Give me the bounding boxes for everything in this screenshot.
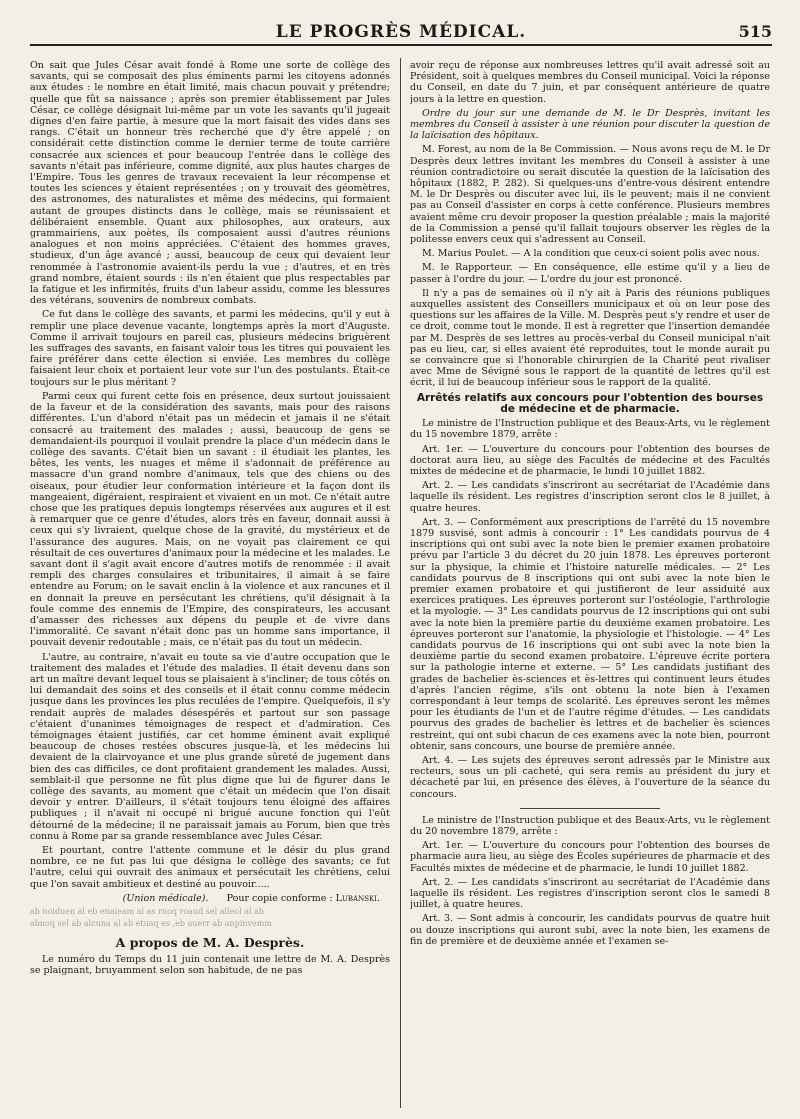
signature-line — [30, 893, 380, 904]
bleed-through-text: abnoq sel ab alcuna al ab etuaq es ,eb auerr ab anpinvemm — [30, 919, 272, 929]
paragraph: M. Marius Poulet. — A la condition que ceux-ci soient polis avec nous. — [422, 248, 760, 260]
source-citation: (Union médicale). — [122, 892, 209, 904]
left-column — [30, 60, 390, 1110]
paragraph: L'autre, au contraire, n'avait eu toute sa vie d'autre occupation que le traitement des malades et l'étude des maladies. Il était devenu dans son art un maître devant lequel tous se plaisaient à s'incliner; de tous côtés on lui demandait des soins et des conseils et il était connu comme médecin jusque dans les provinces les plus reculées de l'empire. Quelquefois, il s'y rendait auprès de malades désespérés et partout sur son passage c'étaient d'unanimes témoignages de respect et d'admiration. Ces témoignages étaient justifiés, car cet homme éminent avait expliqué beaucoup de choses restées obscures jusque-là, et les médecins lui devaient de la clairvoyance et une plus grande sûreté de jugement dans bien des cas difficiles, ce dont profitaient grandement les malades. Aussi, semblait-il que personne ne fût plus digne que lui de figurer dans le collège des savants, au moment que c'était un médecin que l'on disait devoir y entrer. D'ailleurs, il s'était toujours tenu éloigné des affaires publiques ; il n'avait ni occupé ni brigué aucune fonction qui l'eût détourné de la médecine; il ne paraissait jamais au Forum, bien que très connu à Rome par sa grande ressemblance avec Jules César. — [30, 651, 390, 842]
paragraph: On sait que Jules César avait fondé à Rome une sorte de collège des savants, qui se composait des plus éminents parmi les citoyens adonnés aux études : le nombre en était limité, mais chacun pouvait y prétendre; quelle que fût sa naissance ; après son premier établissement par Jules César, ce collège désignait lui-même par un vote les savants qu'il jugeait dignes d'en faire partie, à mesure que la mort faisait des vides dans ses rangs. C'était un honneur très recherché que d'y être appelé ; on considérait cette distinction comme le dernier terme de toute carrière consacrée aux sciences et pour beaucoup l'entrée dans le collège des savants n'était pas inférieure, comme dignité, aux plus hautes charges de l'Empire. Tous les genres de travaux recevaient la leur récompense et toutes les sciences y étaient représentées ; on y trouvait des géomètres, des astronomes, des naturalistes et même des médecins, qui formaient autant de groupes distincts dans le collège, mais se réunissaient et délibéraient ensemble. Quant aux philosophes, aux orateurs, aux grammairiens, aux poètes, ils composaient aussi d'autres réunions analogues et non moins appréciées. C'étaient des hommes graves, studieux, d'un âge avancé ; aussi, beaucoup de ceux qui devaient leur renommée à l'astronomie avaient-ils perdu la vue ; d'autres, et en très grand nombre, étaient sourds : ils n'en étaient que plus respectables par la fatigue et les infirmités, fruits d'un labeur assidu, comme les blessures des vétérans, souvenirs de nombreux combats. — [30, 60, 390, 307]
column-divider — [400, 58, 401, 1108]
section-title: A propos de M. A. Desprès. — [115, 935, 305, 951]
agenda-heading: Ordre du jour sur une demande de M. le Dr Desprès, invitant les membres du Conseil à assister à une réunion pour discuter la question de la laïcisation des hôpitaux. — [410, 107, 770, 142]
article: Art. 1er. — L'ouverture du concours pour l'obtention des bourses de pharmacie aura lieu, au siège des Écoles supérieures de pharmacie et des Facultés mixtes de médecine et de pharmacie, le lundi 10 juillet 1882. — [410, 840, 770, 874]
paragraph: M. Forest, au nom de la 8e Commission. — Nous avons reçu de M. le Dr Desprès deux lettres invitant les membres du Conseil à assister à une réunion contradictoire ou serait discutée la question de la laïcisation des hôpitaux (1882, P. 282). Si quelques-uns d'entre-vous désirent entendre M. le Dr Desprès ou discuter avec lui, ils le peuvent; mais il ne convient pas au Conseil d'assister en corps à cette conférence. Plusieurs membres avaient même cru devoir proposer la question préalable ; mais la majorité de la Commission a pensé qu'il fallait toujours observer les règles de la politesse envers ceux qui s'adressent au Conseil. — [410, 144, 770, 246]
paragraph: Le ministre de l'Instruction publique et des Beaux-Arts, vu le règlement du 20 novembre 1879, arrête : — [410, 814, 770, 837]
paragraph: Le numéro du Temps du 11 juin contenait une lettre de M. A. Desprès se plaignant, bruyamment selon son habitude, de ne pas — [30, 954, 390, 977]
paragraph: Ce fut dans le collège des savants, et parmi les médecins, qu'il y eut à remplir une place devenue vacante, longtemps après la mort d'Auguste. Comme il arrivait toujours en pareil cas, plusieurs médecins briguèrent les suffrages des savants, en faisant valoir tous les titres qui pouvaient les faire préférer dans cette élection si enviée. Les membres du collège faisaient leur choix et portaient leur vote sur l'un des postulants. Était-ce toujours sur le plus méritant ? — [30, 309, 390, 388]
page-header — [30, 0, 772, 46]
paragraph: Il n'y a pas de semaines où il n'y ait à Paris des réunions publiques auxquelles assistent des Conseillers municipaux et où on leur pose des questions sur les affaires de la Ville. M. Desprès peut s'y rendre et user de ce droit, comme tout le monde. Il est à regretter que l'insertion demandée par M. Desprès de ses lettres au procès-verbal du Conseil municipal n'ait pas eu lieu, car, si elles avaient été reproduites, tout le monde aurait pu se convaincre que si l'honorable chirurgien de la Charité peut rivaliser avec Mme de Sévigné sous le rapport de la quantité de lettres qu'il est écrit, il lui de beaucoup inférieur sous le rapport de la qualité. — [410, 287, 770, 389]
paragraph: Et pourtant, contre l'attente commune et le désir du plus grand nombre, ce ne fut pas lui que désigna le collège des savants; ce fut l'autre, celui qui ouvrait des animaux et persécutait les chrétiens, celui que l'on savait ambitieux et destiné au pouvoir..... — [30, 845, 390, 890]
article: Art. 1er. — L'ouverture du concours pour l'obtention des bourses de doctorat aura lieu, au siège des Facultés de médecine et des Facultés mixtes de médecine et de pharmacie, le lundi 10 juillet 1882. — [410, 443, 770, 477]
paragraph: avoir reçu de réponse aux nombreuses lettres qu'il avait adressé soit au Président, soit à quelques membres du Conseil municipal. Voici la réponse du Conseil, en date du 7 juin, et par conséquent antérieure de quatre jours à la lettre en question. — [410, 60, 770, 105]
article: Art. 3. — Sont admis à concourir, les candidats pourvus de quatre huit ou douze inscriptions qui auront subi, avec la note bien, les examens de fin de première et de deuxième année et l'examen se- — [410, 913, 770, 947]
section-title: Arrêtés relatifs aux concours pour l'obtention des bourses de médecine et de pharmacie. — [416, 391, 764, 415]
right-column — [410, 60, 770, 1110]
article: Art. 2. — Les candidats s'inscriront au secrétariat de l'Académie dans laquelle ils résident. Les registres d'inscription seront clos le samedi 8 juillet, à quatre heures. — [410, 876, 770, 911]
paragraph: Parmi ceux qui furent cette fois en présence, deux surtout jouissaient de la faveur et de la considération des savants, mais pour des raisons différentes. L'un d'abord n'était pas un médecin et jamais il ne s'était consacré au traitement des malades ; aussi, beaucoup de gens se demandaient-ils pourquoi il voulait prendre la place d'un médecin dans le collège des savants. C'était bien un savant : il étudiait les plantes, les bêtes, les vents, les nuages et même il s'adonnait de préférence au massacre d'un grand nombre d'animaux, tels que des chiens ou des oiseaux, pour étudier leur conformation intérieure et la façon dont ils mangeaient, digéraient, respiraient et vivaient en un mot. Ce n'était autre chose que les pratiques depuis longtemps réservées aux augures et il est à remarquer que ce genre d'études, alors très en faveur, donnait aussi à ceux qui s'y livraient, quelque chose de la gravité, du mystérieux et de l'assurance des augures. Mais, on ne voyait pas clairement ce qui résultait de ces ouvertures d'animaux pour la médecine et les malades. Le savant dont il s'agit avait encore d'autres motifs de renommée : il avait rempli des charges consulaires et tribunitaires, il aimait à se faire entendre au Forum; on le savait enclin à la violence et aux rancunes et il en donnait la preuve en persécutant les chrétiens, qu'il désignait à la foule comme des ennemis de l'Empire, des conspirateurs, les accusant d'amasser des richesses aux dépens du peuple et de vivre dans l'immoralité. Ce savant n'était donc pas un homme sans importance, il pouvait devenir redoutable ; mais, ce n'était pas du tout un médecin. — [30, 390, 390, 649]
bleed-through-text: ab noiduen al eb enaieam al as ruoq roaud sel alleol al ab — [30, 907, 264, 917]
copy-label: Pour copie conforme : — [226, 892, 333, 904]
paragraph: M. le Rapporteur. — En conséquence, elle estime qu'il y a lieu de passer à l'ordre du jour. — L'ordre du jour est prononcé. — [410, 262, 770, 285]
header-rule — [30, 44, 772, 46]
section-divider — [520, 808, 660, 809]
article: Art. 3. — Conformément aux prescriptions de l'arrêté du 15 novembre 1879 susvisé, sont admis à concourir : 1° Les candidats pourvus de 4 inscriptions qui ont subi avec la note bien le premier examen probatoire prévu par l'article 3 du décret du 20 juin 1878. Les épreuves porteront sur la physique, la chimie et l'histoire naturelle médicales. — 2° Les candidats pourvus de 8 inscriptions qui ont subi avec la note bien le premier examen probatoire et qui justifieront de leur assiduité aux exercices pratiques. Les épreuves porteront sur l'ostéologie, l'arthrologie et la myologie. — 3° Les candidats pourvus de 12 inscriptions qui ont subi avec la note bien la première partie du deuxième examen probatoire. Les épreuves porteront sur l'anatomie, la physiologie et l'histologie. — 4° Les candidats pourvus de 16 inscriptions qui ont subi avec la note bien la deuxième partie du second examen probatoire. L'épreuve écrite portera sur la pathologie interne et externe. — 5° Les candidats justifiant des grades de bachelier ès-sciences et ès-lettres qui continuent leurs études d'après l'ancien régime, s'ils ont obtenu la note bien à l'examen correspondant à leur temps de scolarité. Les épreuves seront les mêmes pour les étudiants de l'un et de l'autre régime d'études. — Les candidats pourvus des grades de bachelier ès lettres et de bachelier ès sciences restreint, qui ont subi chacun de ces examens avec la note bien, pourront obtenir, sans concours, une bourse de première année. — [410, 516, 770, 752]
running-title: LE PROGRÈS MÉDICAL. — [275, 22, 527, 42]
page-number: 515 — [738, 22, 772, 41]
copy-signer: Lubanski. — [335, 892, 380, 904]
paragraph: Le ministre de l'Instruction publique et des Beaux-Arts, vu le règlement du 15 novembre 1879, arrête : — [410, 418, 770, 441]
article: Art. 4. — Les sujets des épreuves seront adressés par le Ministre aux recteurs, sous un pli cacheté, qui sera remis au président du jury et décacheté par lui, en présence des élèves, à l'ouverture de la séance du concours. — [410, 754, 770, 800]
article: Art. 2. — Les candidats s'inscriront au secrétariat de l'Académie dans laquelle ils résident. Les registres d'inscription seront clos le 8 juillet, à quatre heures. — [410, 480, 770, 514]
